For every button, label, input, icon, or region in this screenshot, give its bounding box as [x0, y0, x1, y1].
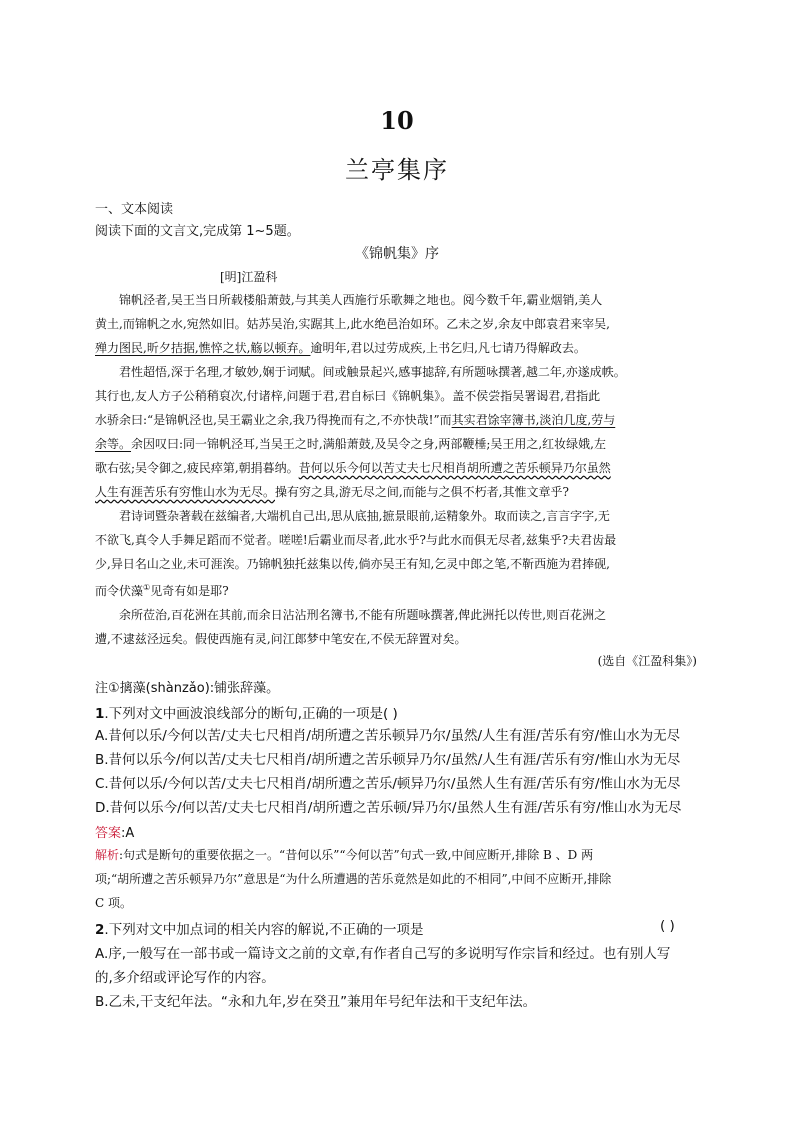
article-line — [95, 432, 707, 456]
article-line — [95, 288, 731, 312]
question-1-number: 1 — [95, 706, 105, 722]
footnote-text: 摛藻(shànzǎo):铺张辞藻。 — [119, 681, 280, 696]
chapter-number: 10 — [380, 106, 414, 135]
wavy-underlined-text: 昔何以乐今何以苦丈夫七尺相肖胡所遭之苦乐顿异乃尔虽然 — [298, 461, 611, 475]
article-text: 余因叹曰:同一锦帆泾耳,当吴王之时,满船萧鼓,及吴令之身,两部鞭棰;吴王用之,红妆绿娥,左 — [131, 437, 606, 451]
article-line — [95, 408, 707, 432]
article-line — [95, 528, 707, 552]
article-line — [95, 456, 707, 480]
question-1-option-a: A.昔何以乐/今何以苦/丈夫七尺相肖/胡所遭之苦乐顿异乃尔/虽然/人生有涯/苦乐有穷/惟山水为无尽 — [95, 728, 681, 744]
question-2-answer-blank: ( ) — [660, 918, 675, 934]
article-line — [95, 627, 707, 651]
footnote-number: ① — [108, 681, 120, 696]
article-title: 《锦帆集》序 — [355, 246, 439, 262]
article-text: 锦帆泾者,吴王当日所载楼船萧鼓,与其美人西施行乐歌舞之地也。阅今数千年,霸业烟销,美人 — [119, 293, 603, 307]
question-1-analysis-line-2: 项;“胡所遭之苦乐顿异乃尔”意思是“为什么所遭遇的苦乐竟然是如此的不相同”,中间不应断开,排除 — [95, 872, 612, 886]
article-body — [95, 288, 731, 651]
wavy-underlined-text: 人生有涯苦乐有穷惟山水为无尽。 — [95, 485, 276, 499]
article-text: 其行也,友人方子公稍稍裒次,付诸梓,问题于君,君自标曰《锦帆集》。盖不侯尝指吴署谒君,君指此 — [95, 389, 601, 403]
article-text: 操有穷之具,游无尽之间,而能与之俱不朽者,其惟文章乎? — [275, 485, 569, 499]
footnote — [95, 677, 279, 696]
underlined-text: 余等。 — [95, 437, 132, 451]
underlined-text: 其实君馀宰簿书,淡泊几度,劳与 — [451, 413, 616, 427]
article-line — [95, 576, 707, 603]
article-text: 见奇有如是耶? — [150, 584, 229, 598]
article-text: 余所莅治,百花洲在其前,而余日沾沾刑名簿书,不能有所题咏撰著,俾此洲托以传世,则百花洲之 — [119, 608, 607, 622]
question-1-answer — [95, 822, 134, 841]
answer-value: :A — [121, 826, 135, 841]
article-line — [95, 336, 707, 360]
answer-label: 答案 — [95, 826, 122, 841]
question-2-option-b: B.乙未,干支纪年法。“永和九年,岁在癸丑”兼用年号纪年法和干支纪年法。 — [95, 994, 537, 1010]
underlined-text: 殚力图民,昕夕拮据,憔悴之状,觞以顿弃。 — [95, 341, 311, 355]
instruction-text: 阅读下面的文言文,完成第 1~5题。 — [95, 224, 300, 239]
question-2-stem — [95, 918, 424, 938]
analysis-label: 解析 — [95, 848, 120, 862]
article-line — [95, 504, 731, 528]
article-source: (选自《江盈科集》) — [597, 654, 697, 668]
article-text: 水骄余曰:“是锦帆泾也,吴王霸业之余,我乃得挽而有之,不亦快哉!”而 — [95, 413, 452, 427]
question-1-analysis-line-1 — [95, 846, 593, 863]
footnote-prefix: 注 — [95, 681, 109, 696]
question-1-text: .下列对文中画波浪线部分的断句,正确的一项是( ) — [104, 706, 398, 722]
section-heading: 一、文本阅读 — [95, 202, 174, 217]
question-1-analysis-line-3: C 项。 — [95, 896, 132, 910]
question-2-option-a: A.序,一般写在一部书或一篇诗文之前的文章,有作者自己写的多说明写作宗旨和经过。也有别人写 — [95, 946, 671, 962]
article-line — [95, 552, 707, 576]
question-2-text: .下列对文中加点词的相关内容的解说,不正确的一项是 — [104, 922, 424, 938]
article-line — [95, 384, 707, 408]
article-line — [95, 603, 731, 627]
question-1-option-b: B.昔何以乐今/何以苦/丈夫七尺相肖/胡所遭之苦乐顿异乃尔/虽然/人生有涯/苦乐有穷/惟山水为无尽 — [95, 752, 681, 768]
article-text: 不欲飞,真令人手舞足蹈而不觉者。嗟嗟!后霸业而尽者,此水乎?与此水而俱无尽者,兹集乎?夫君齿最 — [95, 533, 617, 547]
article-line — [95, 360, 731, 384]
article-text: 歌右弦;吴令御之,疲民瘁第,朝捐暮纳。 — [95, 461, 299, 475]
article-text: 少,异日名山之业,未可涯涘。乃锦帆独托兹集以传,倘亦吴王有知,乞灵中郎之笔,不靳西施为君捧砚, — [95, 557, 610, 571]
question-1-option-c: C.昔何以乐/今何以苦/丈夫七尺相肖/胡所遭之苦乐/顿异乃尔/虽然人生有涯/苦乐有穷/惟山水为无尽 — [95, 776, 681, 792]
article-text: 逾明年,君以过劳成疾,上书乞归,凡七请乃得解政去。 — [310, 341, 586, 355]
analysis-text-1: :句式是断句的重要依据之一。“昔何以乐”“今何以苦”句式一致,中间应断开,排除 B 、D 两 — [119, 848, 594, 862]
article-text: 君诗词暨杂著载在兹编者,大端机自己出,思从底抽,摭景眼前,运精象外。取而读之,言言字字,无 — [119, 509, 610, 523]
article-line — [95, 312, 707, 336]
article-author: [明]江盈科 — [220, 270, 278, 284]
footnote-marker: ① — [143, 583, 151, 592]
article-text: 君性超悟,深于名理,才敏妙,娴于词赋。间或触景起兴,感事摅辞,有所题咏撰著,越二年,亦遂成帙。 — [119, 365, 626, 379]
lesson-title: 兰亭集序 — [345, 156, 449, 184]
question-2-number: 2 — [95, 922, 105, 938]
question-1-stem — [95, 702, 398, 722]
article-text: 遭,不逮兹泾远矣。假使西施有灵,问江郎梦中笔安在,不侯无辞置对矣。 — [95, 632, 467, 646]
article-line — [95, 480, 707, 504]
question-2-option-a-cont: 的,多介绍或评论写作的内容。 — [95, 970, 275, 986]
question-1-option-d: D.昔何以乐今/何以苦/丈夫七尺相肖/胡所遭之苦乐顿/异乃尔/虽然人生有涯/苦乐有穷/惟山水为无尽 — [95, 800, 682, 816]
article-text: 而令伏藻 — [95, 584, 144, 598]
article-text: 黄土,而锦帆之水,宛然如旧。姑苏吴治,实踞其上,此水绝邑治如环。乙未之岁,余友中郎袁君来宰吴, — [95, 317, 610, 331]
